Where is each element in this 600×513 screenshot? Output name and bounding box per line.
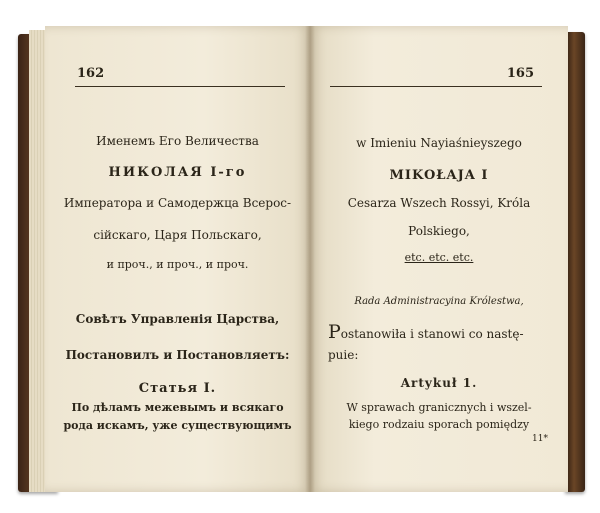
right-line-invocation: w Imieniu Nayiaśnieyszego xyxy=(356,136,522,150)
right-page xyxy=(310,26,568,492)
right-line-decree-1 xyxy=(328,321,524,343)
left-line-body-2: рода искамъ, уже существующимъ xyxy=(63,419,292,432)
left-header-rule xyxy=(75,86,285,87)
right-signature-mark: 11* xyxy=(532,434,548,444)
right-line-decree-1-text: ostanowiła i stanowi co nastę- xyxy=(340,327,524,341)
book-gutter xyxy=(305,26,315,492)
right-line-decree-2: puie: xyxy=(328,348,359,362)
left-page-number: 162 xyxy=(77,66,105,81)
left-line-invocation: Именемъ Его Величества xyxy=(96,134,259,148)
right-line-body-2: kiego rodzaiu sporach pomiędzy xyxy=(348,418,530,431)
left-line-name: НИКОЛАЯ I-го xyxy=(108,165,247,180)
left-line-title-2: сійскаго, Царя Польскаго, xyxy=(93,228,262,242)
right-line-name: MIKOŁAJA I xyxy=(389,168,489,183)
left-line-article: Статья I. xyxy=(138,381,217,396)
right-line-council: Rada Administracyina Królestwa, xyxy=(354,296,524,307)
right-header-rule xyxy=(330,86,542,87)
right-cover-edge xyxy=(565,32,585,492)
right-line-body-1: W sprawach granicznych i wszel- xyxy=(346,401,532,414)
drop-cap-p: P xyxy=(328,321,341,343)
right-line-article: Artykuł 1. xyxy=(400,376,478,390)
right-line-title-2: Polskiego, xyxy=(408,224,470,238)
right-line-etc: etc. etc. etc. xyxy=(404,251,474,264)
left-line-etc: и проч., и проч., и проч. xyxy=(106,258,249,271)
left-line-body-1: По дѣламъ межевымъ и всякаго xyxy=(71,401,284,414)
left-line-title-1: Императора и Самодержца Всерос- xyxy=(63,196,292,210)
left-page xyxy=(45,26,310,492)
right-line-title-1: Cesarza Wszech Rossyi, Króla xyxy=(347,196,531,210)
left-line-council: Совѣтъ Управленія Царства, xyxy=(75,312,280,326)
right-page-number: 165 xyxy=(506,66,534,81)
left-line-decree: Постановилъ и Постановляетъ: xyxy=(65,348,290,362)
open-book xyxy=(15,24,585,496)
